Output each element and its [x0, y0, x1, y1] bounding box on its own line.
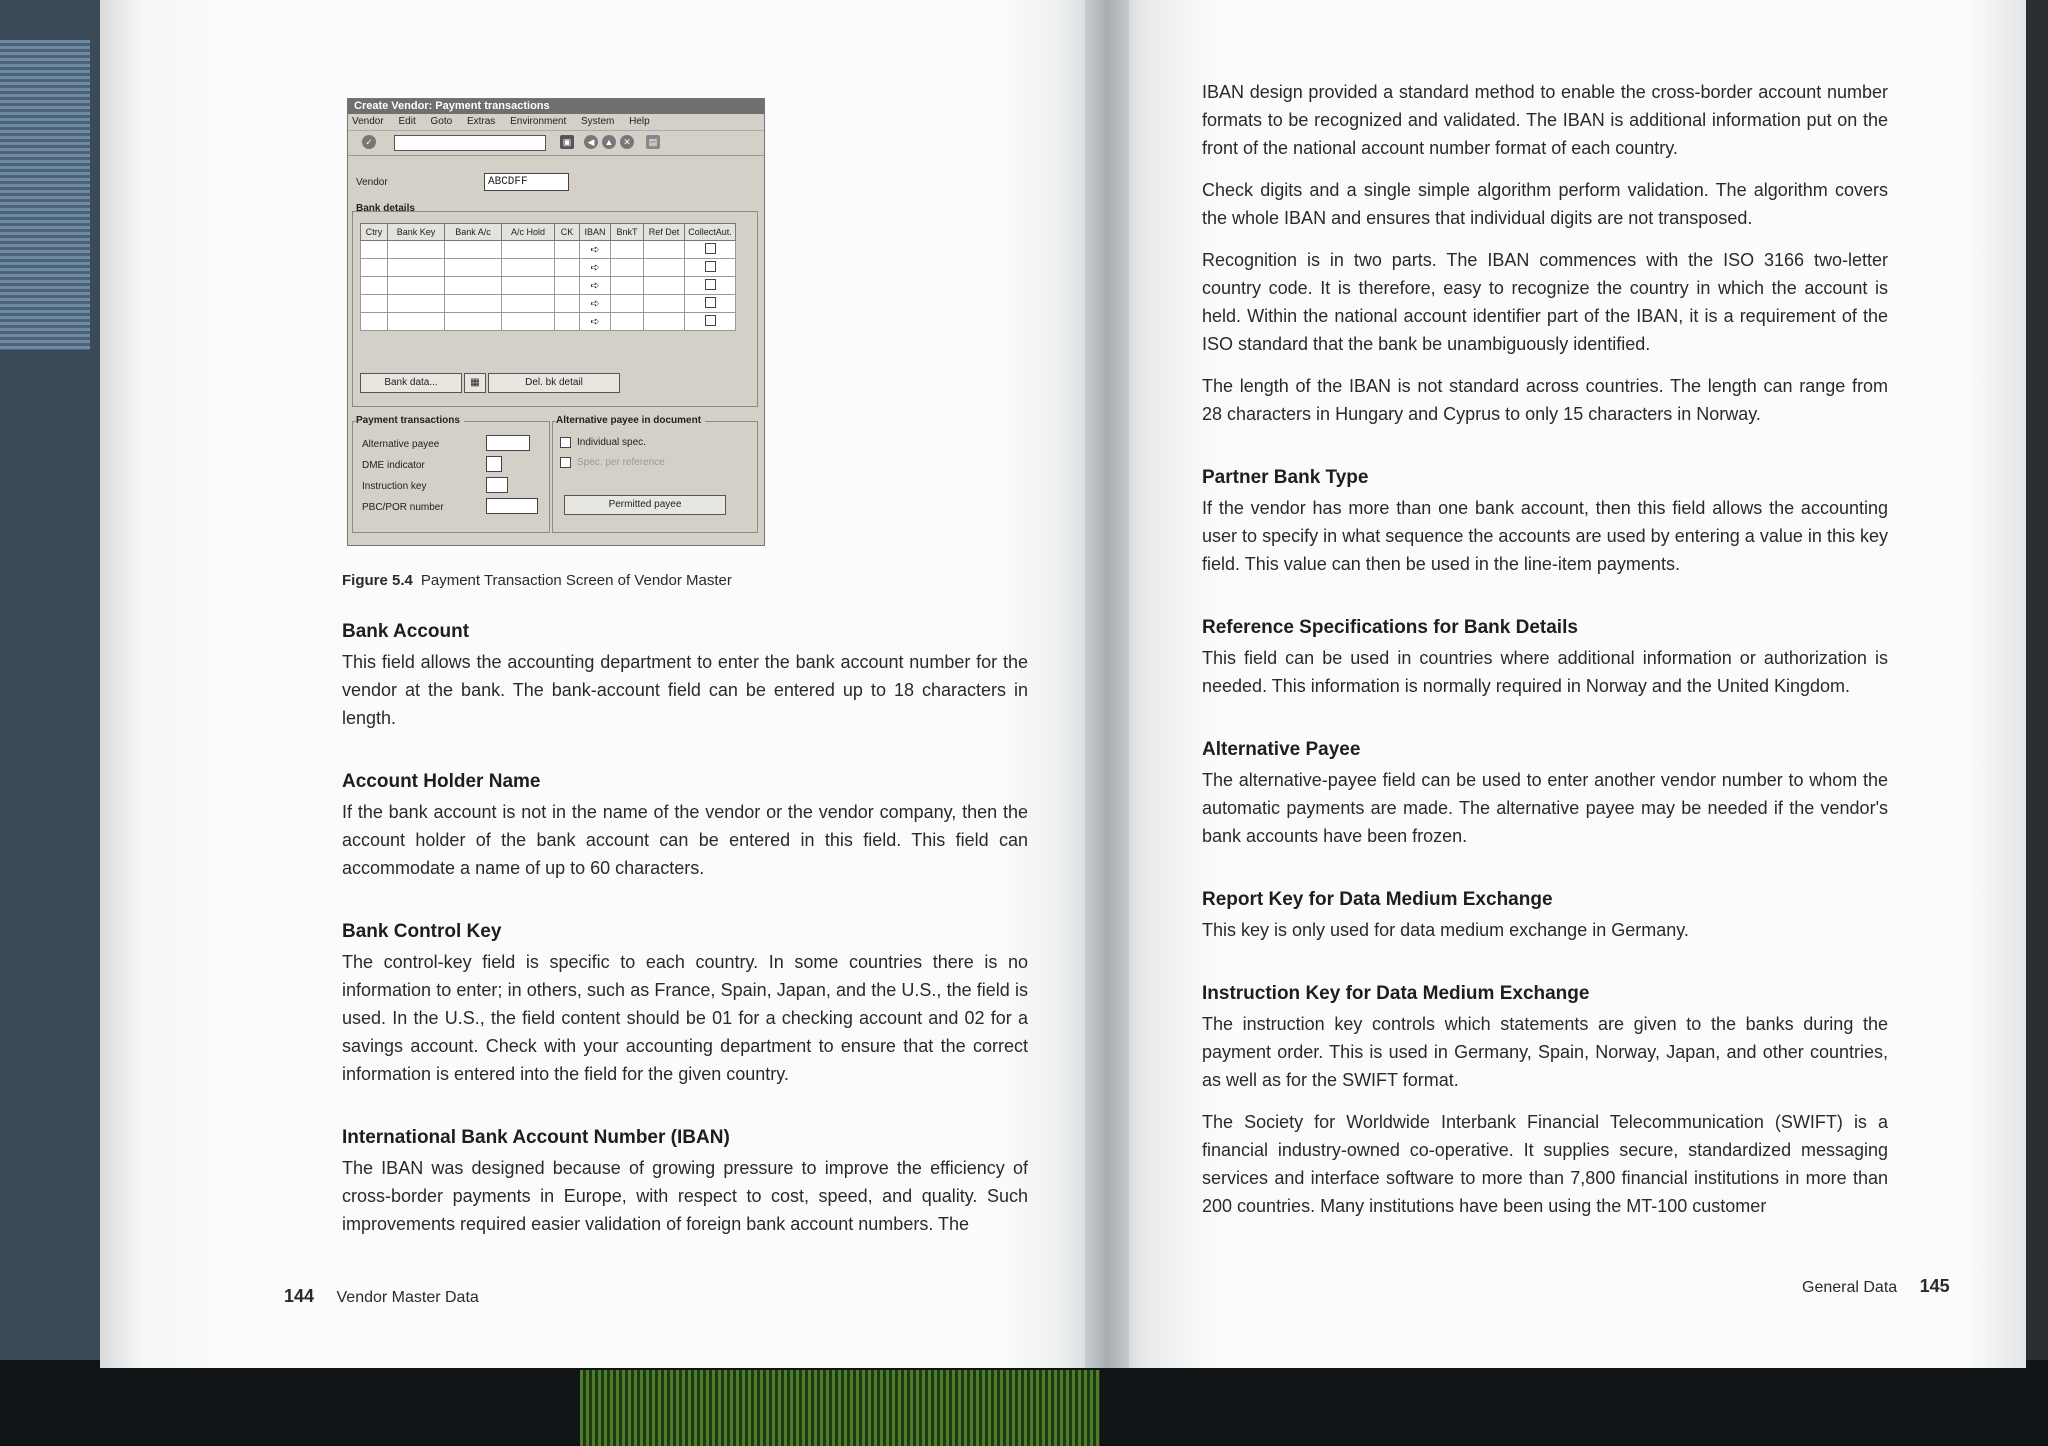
bank-account-heading: Bank Account — [342, 621, 470, 642]
cancel-icon[interactable]: ✕ — [620, 135, 634, 149]
report-key-paragraph: This key is only used for data medium exchange in Germany. — [1202, 920, 1689, 940]
individual-spec-label: Individual spec. — [577, 437, 646, 449]
instruction-key-heading: Instruction Key for Data Medium Exchange — [1202, 983, 1590, 1004]
iban-length-paragraph: The length of the IBAN is not standard across countries. The length can range from 28 characters in Hungary and Cyprus to only 15 characters in Norway. — [1202, 376, 1888, 424]
swift-paragraph: The Society for Worldwide Interbank Financial Telecommunication (SWIFT) is a financial industry-owned co-operative. It supplies secure, standardized messaging services and interface software to more than 7,800 financial institutions in more than 200 countries. Many institutions have been using the MT-100 customer — [1202, 1112, 1888, 1216]
right-page-body — [1202, 78, 1888, 1256]
iban-arrow-icon[interactable]: ➪ — [580, 241, 611, 259]
alternative-payee-heading: Alternative Payee — [1202, 739, 1361, 760]
individual-spec-row[interactable] — [560, 437, 646, 448]
table-row — [361, 241, 736, 259]
account-holder-paragraph: If the bank account is not in the name of the vendor or the vendor company, then the account holder of the bank account can be entered in this field. This field can accommodate a name of up to 60 characters. — [342, 802, 1028, 878]
permitted-payee-button[interactable]: Permitted payee — [564, 495, 726, 515]
spec-per-reference-checkbox — [560, 457, 571, 468]
iban-heading: International Bank Account Number (IBAN) — [342, 1127, 730, 1148]
iban-arrow-icon[interactable]: ➪ — [580, 259, 611, 277]
exit-icon[interactable]: ▲ — [602, 135, 616, 149]
table-row — [361, 313, 736, 331]
account-holder-heading: Account Holder Name — [342, 771, 541, 792]
left-page-body — [342, 618, 1028, 1274]
col-bank-key[interactable]: Bank Key — [388, 224, 445, 241]
save-icon[interactable]: ▣ — [560, 135, 574, 149]
col-bank-type[interactable]: BnkT — [611, 224, 644, 241]
col-account-holder[interactable]: A/c Hold — [502, 224, 555, 241]
bank-data-button[interactable]: Bank data... — [360, 373, 462, 393]
col-control-key[interactable]: CK — [555, 224, 580, 241]
figure-caption-text: Payment Transaction Screen of Vendor Master — [420, 572, 732, 589]
sap-window-title: Create Vendor: Payment transactions — [348, 99, 764, 114]
right-folio — [1802, 1276, 1950, 1297]
menu-help[interactable]: Help — [629, 116, 650, 127]
right-page-number: 145 — [1919, 1276, 1950, 1296]
figure-caption — [342, 572, 732, 589]
menu-extras[interactable]: Extras — [466, 116, 496, 127]
check-digits-paragraph: Check digits and a single simple algorithm perform validation. The algorithm covers the whole IBAN and ensures that individual digits are not transposed. — [1202, 180, 1888, 228]
collect-auth-checkbox[interactable] — [705, 279, 716, 290]
payment-transactions-label: Payment transactions — [356, 415, 464, 426]
menu-environment[interactable]: Environment — [510, 116, 567, 127]
menu-system[interactable]: System — [581, 116, 615, 127]
report-key-heading: Report Key for Data Medium Exchange — [1202, 889, 1553, 910]
collect-auth-checkbox[interactable] — [705, 243, 716, 254]
sap-toolbar — [348, 131, 764, 156]
vendor-label: Vendor — [356, 177, 388, 188]
iban-arrow-icon[interactable]: ➪ — [580, 277, 611, 295]
pbc-por-number-input[interactable] — [486, 498, 538, 514]
table-row — [361, 277, 736, 295]
col-iban[interactable]: IBAN — [580, 224, 611, 241]
instruction-key-paragraph: The instruction key controls which statements are given to the banks during the payment order. This is used in Germany, Spain, Norway, Japan, and other countries, as well as for the SWIFT format. — [1202, 1014, 1888, 1090]
sap-menubar — [348, 114, 764, 131]
instruction-key-label: Instruction key — [362, 481, 427, 492]
spec-per-reference-label: Spec. per reference — [577, 457, 665, 469]
pbc-por-number-label: PBC/POR number — [362, 502, 444, 513]
enter-check-icon[interactable]: ✓ — [362, 135, 376, 149]
delete-bank-detail-button[interactable]: Del. bk detail — [488, 373, 620, 393]
collect-auth-checkbox[interactable] — [705, 315, 716, 326]
left-running-head: Vendor Master Data — [336, 1289, 479, 1306]
command-field[interactable] — [394, 135, 546, 151]
alternative-payee-doc-label: Alternative payee in document — [556, 415, 705, 426]
col-ctry[interactable]: Ctry — [361, 224, 388, 241]
back-icon[interactable]: ◀ — [584, 135, 598, 149]
bank-control-key-paragraph: The control-key field is specific to each country. In some countries there is no information to enter; in others, such as France, Spain, Japan, and the U.S., the field is used. In the U.S., the field content should be 01 for a checking account and 02 for a savings account. Check with your accounting department to ensure that the correct information is entered into the field for the given country. — [342, 952, 1028, 1084]
scan-background-object — [580, 1370, 1100, 1446]
reference-specifications-heading: Reference Specifications for Bank Details — [1202, 617, 1578, 638]
vendor-field[interactable]: ABCDFF — [484, 173, 569, 191]
col-collect-auth[interactable]: CollectAut. — [685, 224, 736, 241]
menu-edit[interactable]: Edit — [398, 116, 416, 127]
spec-per-reference-row — [560, 457, 665, 468]
partner-bank-type-paragraph: If the vendor has more than one bank account, then this field allows the accounting user to specify in what sequence the accounts are used by entering a value in this key field. This value can then be used in the line-item payments. — [1202, 498, 1888, 574]
recognition-paragraph: Recognition is in two parts. The IBAN commences with the ISO 3166 two-letter country code. It is therefore, easy to recognize the country in which the account is held. Within the national account identifier part of the IBAN, it is a requirement of the ISO standard that the bank be unambiguously identified. — [1202, 250, 1888, 354]
col-ref-details[interactable]: Ref Det — [644, 224, 685, 241]
left-page-number: 144 — [284, 1286, 315, 1306]
bank-details-table — [360, 223, 736, 331]
book-gutter — [1085, 0, 1129, 1368]
scan-edge-left — [0, 0, 110, 1446]
scan-edge-pattern — [0, 40, 90, 350]
alternative-payee-input[interactable] — [486, 435, 530, 451]
table-row — [361, 295, 736, 313]
collect-auth-checkbox[interactable] — [705, 261, 716, 272]
print-icon[interactable]: ▤ — [646, 135, 660, 149]
instruction-key-input[interactable] — [486, 477, 508, 493]
iban-arrow-icon[interactable]: ➪ — [580, 313, 611, 331]
figure-number: Figure 5.4 — [342, 572, 413, 589]
bank-account-paragraph: This field allows the accounting department to enter the bank account number for the vendor at the bank. The bank-account field can be entered up to 18 characters in length. — [342, 652, 1028, 728]
menu-vendor[interactable]: Vendor — [352, 116, 384, 127]
iban-design-paragraph: IBAN design provided a standard method to enable the cross-border account number formats to be recognized and validated. The IBAN is additional information put on the front of the national account number format of each country. — [1202, 82, 1888, 158]
dme-indicator-label: DME indicator — [362, 460, 425, 471]
right-running-head: General Data — [1802, 1279, 1898, 1296]
alternative-payee-label: Alternative payee — [362, 439, 440, 450]
iban-arrow-icon[interactable]: ➪ — [580, 295, 611, 313]
detail-icon[interactable]: ▦ — [464, 373, 486, 393]
partner-bank-type-heading: Partner Bank Type — [1202, 467, 1369, 488]
table-row — [361, 259, 736, 277]
collect-auth-checkbox[interactable] — [705, 297, 716, 308]
bank-details-label: Bank details — [356, 203, 415, 214]
left-folio — [284, 1286, 479, 1307]
table-header-row — [361, 224, 736, 241]
reference-specifications-paragraph: This field can be used in countries where additional information or authorization is needed. This information is normally required in Norway and the United Kingdom. — [1202, 648, 1888, 696]
alternative-payee-paragraph: The alternative-payee field can be used to enter another vendor number to whom the automatic payments are made. The alternative payee may be needed if the vendor's bank accounts have been frozen. — [1202, 770, 1888, 846]
sap-screenshot-figure — [347, 98, 765, 546]
col-bank-account[interactable]: Bank A/c — [445, 224, 502, 241]
individual-spec-checkbox[interactable] — [560, 437, 571, 448]
dme-indicator-input[interactable] — [486, 456, 502, 472]
menu-goto[interactable]: Goto — [430, 116, 453, 127]
iban-paragraph: The IBAN was designed because of growing pressure to improve the efficiency of cross-border payments in Europe, with respect to cost, speed, and quality. Such improvements required easier validation of foreign bank account numbers. The — [342, 1158, 1028, 1234]
bank-control-key-heading: Bank Control Key — [342, 921, 502, 942]
